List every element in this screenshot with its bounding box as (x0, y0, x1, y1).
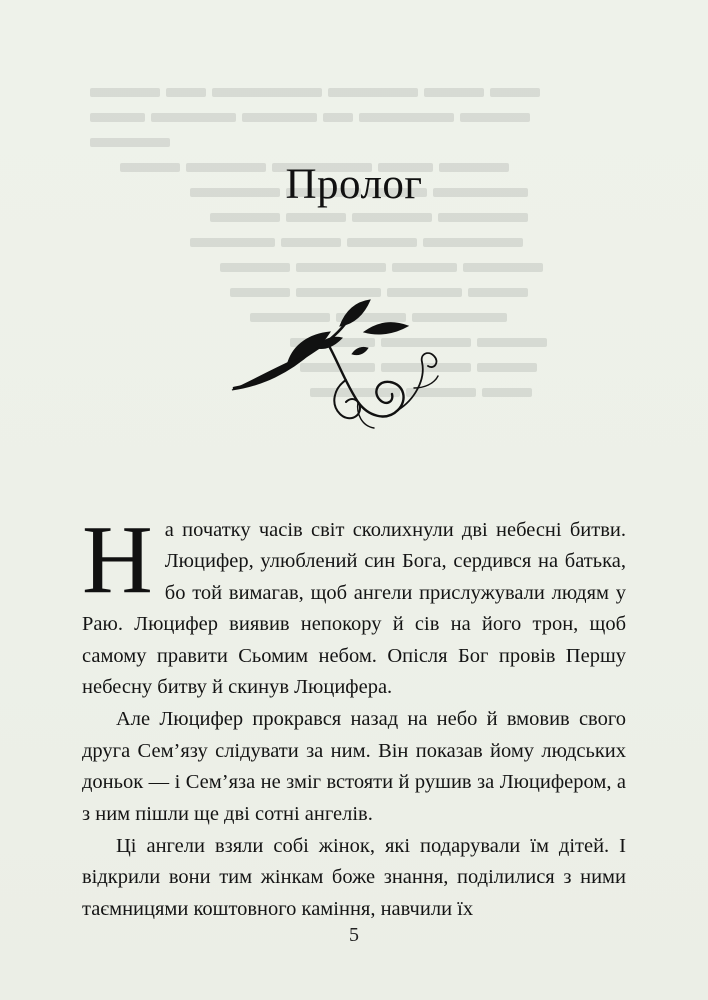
chapter-title: Пролог (285, 161, 423, 208)
page-number: 5 (349, 924, 359, 946)
drop-cap: Н (82, 506, 153, 614)
paragraph: Ці ангели взяли собі жінок, які подарували їм дітей. І відкрили вони тим жінкам боже знання, поділилися з ними таємницями коштовного каміння, навчили їх (82, 835, 626, 920)
floral-flourish-icon (228, 292, 468, 442)
chapter-body (82, 506, 626, 925)
paragraph: На початку часів світ сколихнули дві небесні битви. Люцифер, улюблений син Бога, сердився на батька, бо той вимагав, щоб ангели прислужували людям у Раю. Люцифер виявив непокору й сів на його трон, щоб самому правити Сьомим небом. Опісля Бог провів Першу небесну битву й скинув Люцифера. (82, 506, 626, 699)
paragraph: Але Люцифер прокрався назад на небо й вмовив свого друга Сем’язу слідувати за ним. Він показав йому людських доньок — і Сем’яза не зміг встояти й рушив за Люцифером, а з ним пішли ще дві сотні ангелів. (82, 708, 626, 825)
